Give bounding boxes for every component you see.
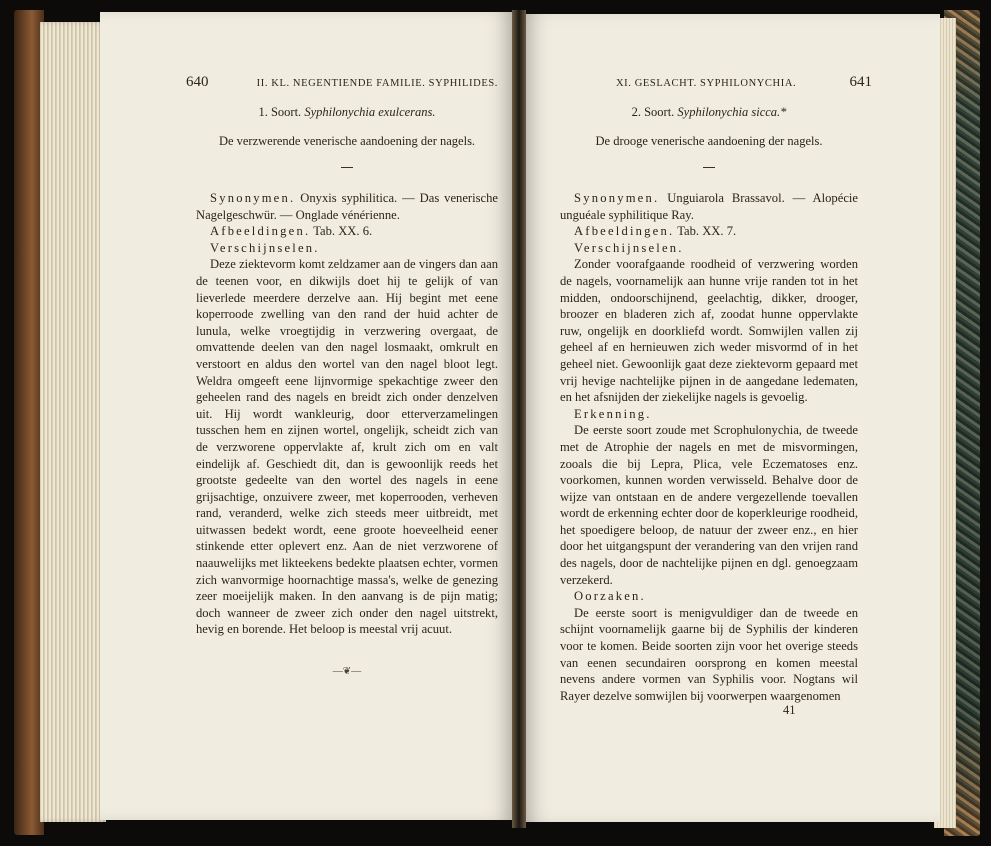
- diagnosis-body: De eerste soort zoude met Scrophulonychia, de tweede met de Atrophie der nagels en met de misvormingen, zooals die bij Lepra, Plica, vele Eczematoses enz. voorkomen, kunnen worden verwisseld. Behalve door de wijze van ontstaan en de andere vergezellende toevallen wordt de erkenning echter door de koperkleurige roodheid, het spoedigere beloop, de natuur der zweer enz., en hier door het uitgangspunt der verandering van den vrijen rand des nagels, door de nachtelijke pijnen en dgl. genoegzaam verzekerd.: [560, 423, 858, 587]
- left-page-content: [186, 74, 498, 678]
- running-header-text: II. KL. NEGENTIENDE FAMILIE. SYPHILIDES.: [256, 78, 498, 89]
- synonyms-label: Synonymen.: [210, 191, 296, 205]
- illustrations-line: [560, 223, 858, 240]
- species-name: Syphilonychia exulcerans.: [304, 105, 436, 119]
- divider: [341, 167, 353, 168]
- diagnosis-label: Erkenning.: [574, 406, 652, 421]
- causes-body: De eerste soort is menigvuldiger dan de tweede en schijnt voornamelijk gaarne bij de Syphilis der kinderen voor te komen. Beide soorten zijn voor het overige steeds van eenen secundairen oorsprong en komen meestal nevens andere vormen van Syphilis voor. Nogtans wil Rayer dezelve somwijlen bij voorwerpen waargenomen: [560, 605, 858, 703]
- species-number: 1. Soort.: [258, 105, 302, 119]
- symptoms-label: Verschijnselen.: [210, 240, 320, 255]
- synonyms-label: Synonymen.: [574, 191, 660, 205]
- causes-label: Oorzaken.: [574, 589, 646, 604]
- right-running-head: [560, 74, 872, 91]
- signature-mark: 41: [783, 703, 796, 717]
- illustrations-text: Tab. XX. 7.: [677, 224, 737, 239]
- symptoms-body: Zonder voorafgaande roodheid of verzwering worden de nagels, voornamelijk aan hunne vrije randen tot in het midden, ondoorschijnend, geelachtig, dikker, drooger, broozer en bladeren zich af, zoodat hunne oppervlakte ruw, ongelijk en doorkliefd wordt. Somwijlen vallen zij geheel af en hernieuwen zich weder misvormd of in het geheel niet. Gewoonlijk gaat deze ziektevorm gepaard met vrij hevige nachtelijke pijnen in de aangedane ledematen, en het afsnijden der ziekelijke nagels is gevoelig.: [560, 257, 858, 405]
- illustrations-line: [196, 223, 498, 240]
- running-header-text: XI. GESLACHT. SYPHILONYCHIA.: [616, 78, 797, 89]
- illustrations-label: Afbeeldingen.: [210, 224, 311, 239]
- synonyms-paragraph: [560, 190, 858, 223]
- species-name: Syphilonychia sicca.*: [677, 105, 787, 119]
- left-running-head: [186, 74, 498, 91]
- synonyms-paragraph: [196, 190, 498, 223]
- page-number: 641: [849, 74, 872, 90]
- symptoms-label: Verschijnselen.: [574, 240, 684, 255]
- page-edges-left: [40, 22, 106, 822]
- divider: [703, 167, 715, 168]
- species-subtitle: De drooge venerische aandoening der nagels.: [595, 134, 823, 148]
- synonyms-text: Onyxis syphilitica. — Das venerische Nagelgeschwür. — Onglade vénérienne.: [196, 191, 498, 222]
- species-title: [196, 105, 498, 120]
- synonyms-text: Unguiarola Brassavol. — Alopécie unguéale syphilitique Ray.: [560, 191, 858, 222]
- page-number: 640: [186, 74, 209, 90]
- species-title: [560, 105, 858, 120]
- right-page-content: [560, 74, 872, 704]
- species-subtitle: De verzwerende venerische aandoening der nagels.: [218, 134, 476, 148]
- illustrations-label: Afbeeldingen.: [574, 224, 675, 239]
- illustrations-text: Tab. XX. 6.: [313, 224, 373, 239]
- end-ornament: —❦—: [332, 666, 362, 678]
- symptoms-body: Deze ziektevorm komt zeldzamer aan de vingers dan aan de teenen voor, en dikwijls doet hij te gelijk of van lieverlede meerdere derzelve aan. Hij begint met eene koperroode zwelling van den rand der huid achter de lunula, welke vroegtijdig in verzwering overgaat, de omvattende deelen van den nagel losmaakt, omkrult en verstoort en aldus den wortel van den nagel bloot legt. Weldra omgeeft eene lijnvormige spekachtige zweer den geheelen rand des nagels en breidt zich onder denzelven uit. Hij wordt wankleurig, door etterverzamelingen tusschen hem en zijnen wortel, ongelijk, scheidt zich van de verzworene oppervlakte af, krult zich om en valt eindelijk af. Geschiedt dit, dan is gewoonlijk reeds het grootste gedeelte van den wortel des nagels in eene grijsachtige, onzuivere zweer, met koperrooden, verheven rand, veranderd, welke zich steeds meer uitbreidt, met uitwassen bedekt wordt, eene groote hoeveelheid eener stinkende etter oplevert enz. Aan de niet verzworene of naauwelijks met likteekens bedekte plaatsen echter, vormen zich wanvormige hoornachtige massa's, welke de genezing zeer moeijelijk maken. In den aanvang is de pijn matig; doch wanneer de zweer zich onder den nagel uitstrekt, hevig en borende. Het beloop is meestal vrij acuut.: [196, 257, 498, 637]
- book-gutter: [512, 10, 526, 828]
- species-number: 2. Soort.: [631, 105, 675, 119]
